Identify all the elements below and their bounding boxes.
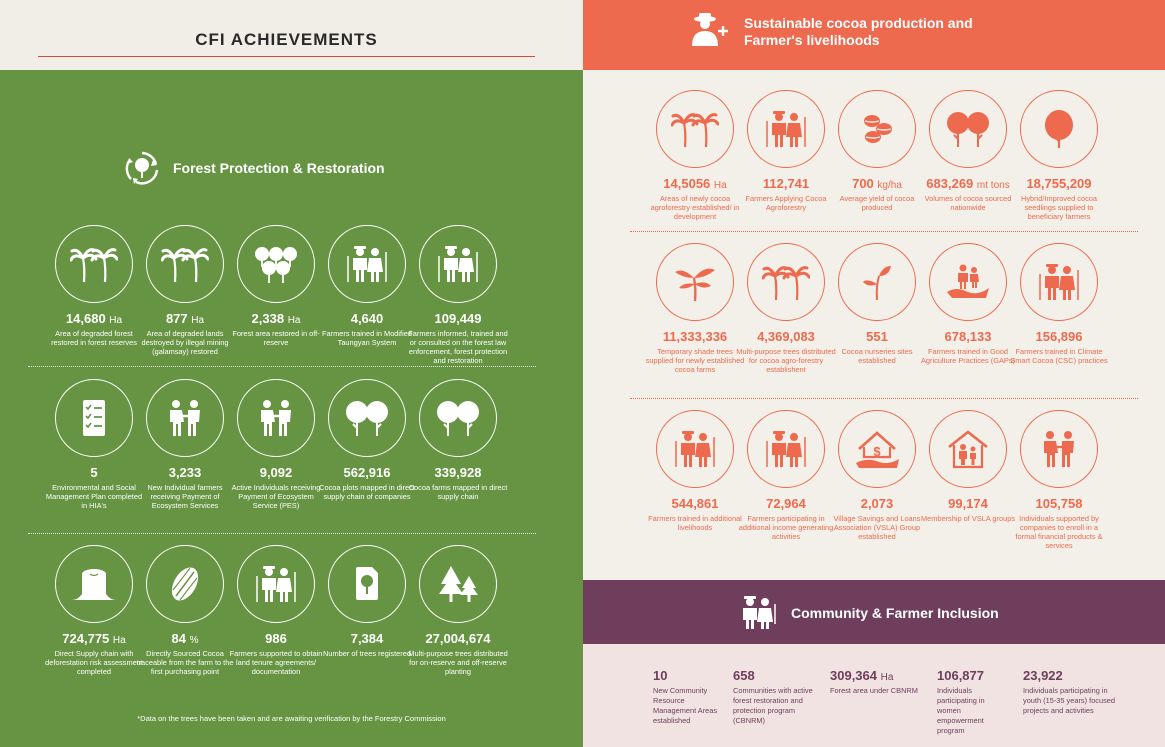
farmers-icon	[762, 429, 810, 469]
farmers-icon	[252, 564, 300, 604]
single-tree-icon	[1035, 109, 1083, 149]
stat-description: Number of trees registered	[323, 649, 411, 658]
stat-icon-circle	[747, 90, 825, 168]
stat-icon-circle	[656, 410, 734, 488]
stat-row	[45, 379, 525, 529]
row-divider	[28, 533, 536, 534]
row-divider	[630, 398, 1138, 399]
stat-icon-circle	[1020, 243, 1098, 321]
title-underline	[38, 56, 535, 57]
stat-card	[135, 225, 235, 356]
stat-value: 4,640	[350, 311, 384, 326]
palm-trees-icon	[671, 109, 719, 149]
community-stat	[653, 668, 725, 726]
stat-description: Farmers participating in additional income generating activities	[738, 514, 834, 541]
stat-card	[1009, 90, 1109, 221]
stat-icon-circle	[146, 379, 224, 457]
stat-row	[648, 410, 1126, 560]
community-title: Community & Farmer Inclusion	[791, 605, 999, 621]
page-title: CFI ACHIEVEMENTS	[195, 30, 378, 49]
forest-section-title: Forest Protection & Restoration	[173, 160, 385, 176]
stat-description: New Individual farmers receiving Payment of Ecosystem Services	[147, 483, 223, 510]
row-divider	[630, 231, 1138, 232]
stat-card	[317, 545, 417, 658]
stat-description: Farmers Applying Cocoa Agroforestry	[745, 194, 827, 212]
stat-value: 14,680 Ha	[65, 311, 123, 326]
stat-icon-circle	[1020, 90, 1098, 168]
stat-description: Environmental and Social Management Plan completed in HIA's	[45, 483, 143, 510]
stat-description: Areas of newly cocoa agroforestry established/ in development	[650, 194, 740, 221]
stat-icon-circle	[328, 225, 406, 303]
two-trees-icon	[343, 398, 391, 438]
stat-value: 658	[733, 668, 755, 683]
stat-icon-circle	[328, 545, 406, 623]
stat-value: 72,964	[766, 496, 806, 511]
stat-icon-circle	[838, 90, 916, 168]
stat-icon-circle	[237, 545, 315, 623]
stat-value: 2,073	[860, 496, 894, 511]
stat-value: 724,775 Ha	[62, 631, 126, 646]
community-stat	[937, 668, 1007, 736]
checklist-icon	[70, 398, 118, 438]
stat-value: 3,233	[168, 465, 202, 480]
pine-trees-icon	[434, 564, 482, 604]
stat-description: Farmers trained in Modified Taungyan System	[322, 329, 412, 347]
stat-icon-circle	[55, 225, 133, 303]
stat-value: 309,364 Ha	[830, 668, 894, 683]
stat-description: Individuals participating in youth (15-35 years) focused projects and activities	[1023, 686, 1116, 715]
stat-description: Communities with active forest restoration and protection program (CBNRM)	[733, 686, 813, 725]
banana-plant-icon	[671, 262, 719, 302]
stat-description: Forest area restored in off-reserve	[232, 329, 320, 347]
farmers-icon	[671, 429, 719, 469]
stat-card	[918, 90, 1018, 212]
stat-icon-circle	[656, 243, 734, 321]
stat-card	[645, 90, 745, 221]
stat-icon-circle	[929, 410, 1007, 488]
stat-card	[44, 225, 144, 347]
stat-description: New Community Resource Management Areas established	[653, 686, 718, 725]
stat-card	[918, 410, 1018, 523]
stat-description: Farmers trained in Climate Smart Cocoa (CSC) practices	[1010, 347, 1108, 365]
stat-value: 877 Ha	[165, 311, 205, 326]
stat-icon-circle	[55, 545, 133, 623]
farmers-icon	[434, 244, 482, 284]
tree-recycle-icon	[124, 150, 160, 186]
stat-icon-circle	[838, 243, 916, 321]
stat-card	[1009, 243, 1109, 365]
palm-trees-icon	[161, 244, 209, 284]
stat-description: Cocoa plots mapped in direct supply chain of companies	[319, 483, 415, 501]
trees-cluster-icon	[252, 244, 300, 284]
stat-card	[918, 243, 1018, 365]
stat-description: Area of degraded forest restored in forest reserves	[51, 329, 137, 347]
stat-description: Multi-purpose trees distributed for cocoa agro-forestry establishent	[736, 347, 836, 374]
house-money-icon	[853, 429, 901, 469]
stat-icon-circle	[146, 225, 224, 303]
forest-section-header	[124, 150, 385, 186]
stat-value: 23,922	[1023, 668, 1063, 683]
stat-card	[645, 243, 745, 374]
cocoa-pod-icon	[161, 564, 209, 604]
stat-card	[736, 410, 836, 541]
palm-trees-icon	[762, 262, 810, 302]
tree-stump-icon	[70, 564, 118, 604]
stat-card	[135, 545, 235, 676]
stat-value: 99,174	[948, 496, 988, 511]
stat-value: 14,5056 Ha	[663, 176, 727, 191]
stat-description: Area of degraded lands destroyed by illegal mining (galamsay) restored	[141, 329, 229, 356]
stat-card	[736, 243, 836, 374]
stat-value: 105,758	[1035, 496, 1083, 511]
handshake-people-icon	[252, 398, 300, 438]
stat-value: 84 %	[171, 631, 199, 646]
stat-value: 109,449	[434, 311, 482, 326]
stat-value: 156,896	[1035, 329, 1083, 344]
stat-icon-circle	[1020, 410, 1098, 488]
stat-icon-circle	[747, 243, 825, 321]
stat-description: Farmers trained in Good Agriculture Practices (GAPs)	[920, 347, 1016, 365]
stat-card	[135, 379, 235, 510]
cocoa-beans-icon	[853, 109, 901, 149]
stat-description: Membership of VSLA groups	[920, 514, 1016, 523]
stat-value: 11,333,336	[662, 329, 728, 344]
stat-card	[736, 90, 836, 212]
stat-description: Village Savings and Loans Association (VSLA) Group established	[833, 514, 921, 541]
stat-value: 9,092	[259, 465, 293, 480]
stat-icon-circle	[929, 90, 1007, 168]
two-trees-icon	[944, 109, 992, 149]
stat-value: 700 kg/ha	[852, 176, 902, 191]
stat-value: 4,369,083	[757, 329, 815, 344]
stat-value: 18,755,209	[1026, 176, 1092, 191]
row-divider	[28, 366, 536, 367]
stat-value: 27,004,674	[425, 631, 491, 646]
footnote: *Data on the trees have been taken and are awaiting verification by the Forestry Commission	[137, 714, 446, 723]
stat-description: Volumes of cocoa sourced nationwide	[924, 194, 1012, 212]
stat-card	[226, 225, 326, 347]
stat-card	[317, 225, 417, 347]
stat-value: 562,916	[343, 465, 391, 480]
stat-value: 7,384	[350, 631, 384, 646]
stat-description: Active Individuals receiving Payment of Ecosystem Service (PES)	[231, 483, 321, 510]
palm-trees-icon	[70, 244, 118, 284]
farmers-icon	[343, 244, 391, 284]
community-header	[583, 580, 1165, 644]
stat-description: Average yield of cocoa produced	[839, 194, 915, 212]
stat-card	[408, 545, 508, 676]
stat-icon-circle	[237, 225, 315, 303]
stat-value: 10	[653, 668, 668, 683]
stat-icon-circle	[838, 410, 916, 488]
stat-icon-circle	[419, 545, 497, 623]
stat-description: Hybrid/Improved cocoa seedlings supplied to beneficiary farmers	[1021, 194, 1097, 221]
house-family-icon	[944, 429, 992, 469]
stat-card	[827, 243, 927, 365]
community-stat	[1023, 668, 1118, 716]
stat-description: Cocoa farms mapped in direct supply chain	[408, 483, 508, 501]
stat-description: Farmers trained in additional livelihoods	[648, 514, 742, 532]
stat-row	[45, 545, 525, 695]
stat-card	[827, 90, 927, 212]
stat-row	[645, 243, 1126, 393]
stat-value: 683,269 mt tons	[926, 176, 1010, 191]
svg-text:$: $	[873, 444, 881, 459]
stat-card	[317, 379, 417, 501]
stat-card	[1009, 410, 1109, 550]
stat-value: 106,877	[937, 668, 984, 683]
stat-card	[226, 545, 326, 676]
community-stat	[830, 668, 920, 696]
hand-people-icon	[944, 262, 992, 302]
stat-description: Individuals supported by companies to enroll in a formal financial products & services	[1015, 514, 1103, 550]
stat-value: 112,741	[762, 176, 810, 191]
stat-value: 986	[265, 631, 287, 646]
community-stat	[733, 668, 813, 726]
stat-card	[44, 379, 144, 510]
stat-description: Temporary shade trees supplied for newly established cocoa farms	[645, 347, 745, 374]
right-panel	[583, 0, 1165, 747]
stat-icon-circle	[747, 410, 825, 488]
stat-description: Farmers supported to obtain land tenure agreements/ documentation	[229, 649, 323, 676]
stat-card	[408, 225, 508, 365]
two-trees-icon	[434, 398, 482, 438]
farmers-icon	[738, 594, 778, 630]
stat-value: 2,338 Ha	[251, 311, 301, 326]
stat-card	[827, 410, 927, 541]
stat-icon-circle	[929, 243, 1007, 321]
stat-description: Multi-purpose trees distributed for on-reserve and off-reserve planting	[408, 649, 508, 676]
seedling-icon	[853, 262, 901, 302]
stat-description: Forest area under CBNRM	[830, 686, 918, 695]
left-header	[0, 0, 583, 70]
stat-icon-circle	[55, 379, 133, 457]
stat-row	[650, 90, 1126, 240]
farmer-plus-icon	[689, 12, 735, 48]
stat-value: 5	[90, 465, 98, 480]
stat-row	[51, 225, 525, 375]
stat-description: Directly Sourced Cocoa traceable from the farm to the first purchasing point	[136, 649, 234, 676]
stat-card	[44, 545, 144, 676]
livelihoods-title: Sustainable cocoa production and Farmer's livelihoods	[744, 15, 973, 48]
stat-card	[408, 379, 508, 501]
stat-value: 551	[866, 329, 888, 344]
stat-icon-circle	[656, 90, 734, 168]
stat-description: Farmers informed, trained and or consulted on the forest law enforcement, forest protection and restoration	[408, 329, 508, 365]
stat-value: 678,133	[944, 329, 992, 344]
farmers-icon	[762, 109, 810, 149]
stat-icon-circle	[146, 545, 224, 623]
livelihoods-header	[583, 0, 1165, 70]
stat-icon-circle	[419, 225, 497, 303]
stat-icon-circle	[328, 379, 406, 457]
stat-value: 339,928	[434, 465, 482, 480]
community-stats	[583, 644, 1165, 747]
stat-description: Individuals participating in women empowerment program	[937, 686, 985, 735]
stat-description: Cocoa nurseries sites established	[841, 347, 913, 365]
stat-icon-circle	[419, 379, 497, 457]
stat-icon-circle	[237, 379, 315, 457]
stat-value: 544,861	[671, 496, 719, 511]
tree-register-icon	[343, 564, 391, 604]
stat-card	[226, 379, 326, 510]
farmers-icon	[1035, 262, 1083, 302]
stat-card	[645, 410, 745, 532]
stat-description: Direct Supply chain with deforestation risk assessment completed	[45, 649, 143, 676]
handshake-people-icon	[1035, 429, 1083, 469]
handshake-people-icon	[161, 398, 209, 438]
